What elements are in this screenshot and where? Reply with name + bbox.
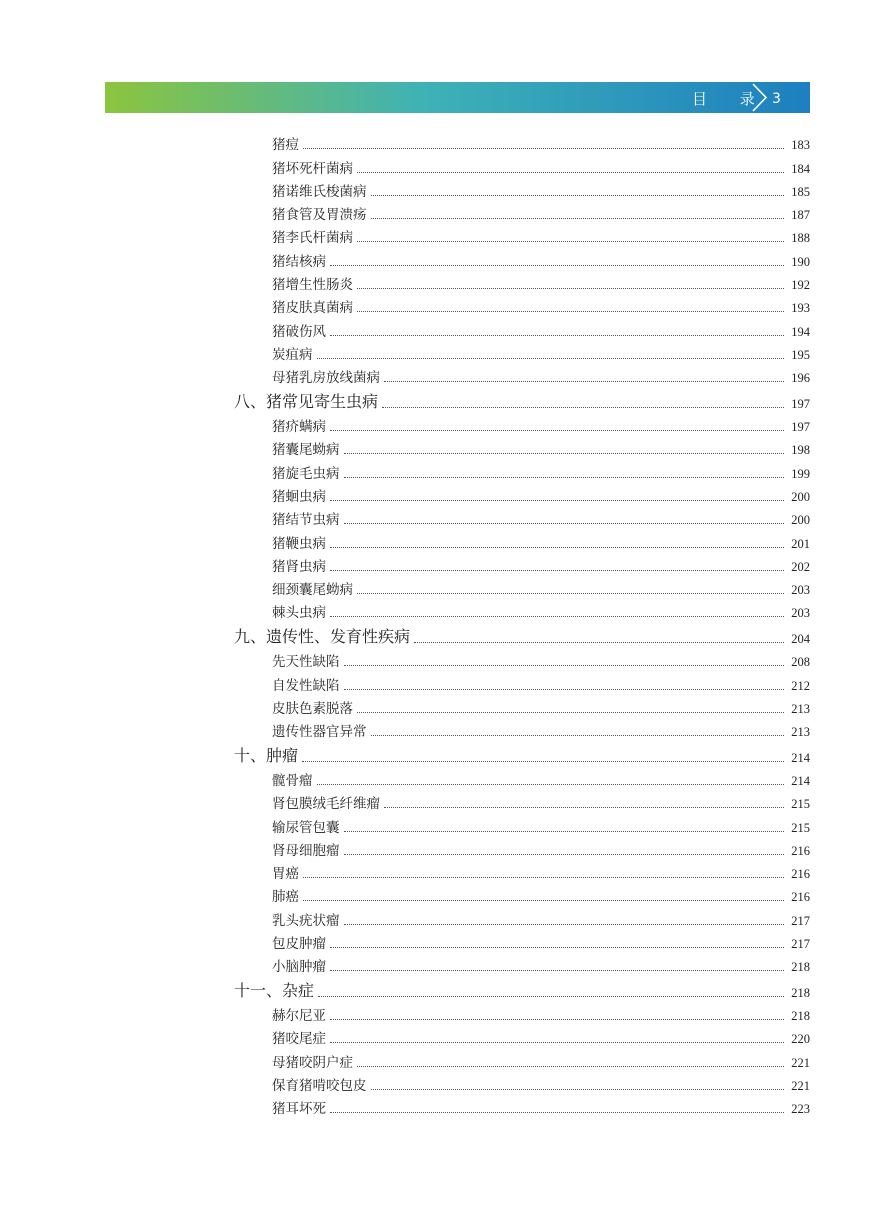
dot-leader xyxy=(357,172,784,173)
dot-leader xyxy=(384,381,784,382)
header-title: 目 录 xyxy=(692,90,769,108)
toc-page-number: 220 xyxy=(791,1032,810,1047)
header-page-number: 3 xyxy=(772,91,781,107)
toc-title: 猪咬尾症 xyxy=(272,1031,326,1048)
toc-entry[interactable] xyxy=(272,505,810,528)
toc-page-number: 208 xyxy=(791,655,810,670)
toc-title: 皮肤色素脱落 xyxy=(272,700,353,717)
dot-leader xyxy=(303,877,784,878)
toc-entry[interactable] xyxy=(272,836,810,859)
toc-page-number: 194 xyxy=(791,324,810,339)
toc-entry[interactable] xyxy=(272,247,810,270)
dot-leader xyxy=(330,335,784,336)
toc-title: 猪结核病 xyxy=(272,253,326,270)
dot-leader xyxy=(344,924,785,925)
toc-page-number: 201 xyxy=(791,536,810,551)
toc-page-number: 190 xyxy=(791,254,810,269)
dot-leader xyxy=(318,996,784,997)
toc-page-number: 212 xyxy=(791,678,810,693)
toc-entry[interactable] xyxy=(272,435,810,458)
toc-entry[interactable] xyxy=(272,340,810,363)
toc-page-number: 200 xyxy=(791,489,810,504)
dot-leader xyxy=(382,407,784,408)
toc-title: 胃癌 xyxy=(272,866,299,883)
toc-entry[interactable] xyxy=(272,458,810,481)
toc-entry[interactable] xyxy=(272,223,810,246)
toc-page-number: 216 xyxy=(791,867,810,882)
toc-entry[interactable] xyxy=(272,552,810,575)
toc-page-number: 200 xyxy=(791,513,810,528)
dot-leader xyxy=(357,1066,784,1067)
toc-title: 猪疥螨病 xyxy=(272,419,326,436)
toc-page-number: 198 xyxy=(791,443,810,458)
toc-title: 猪破伤风 xyxy=(272,323,326,340)
toc-title: 肾母细胞瘤 xyxy=(272,842,340,859)
dot-leader xyxy=(344,477,785,478)
dot-leader xyxy=(330,500,784,501)
toc-title: 猪食管及胃溃疡 xyxy=(272,207,367,224)
toc-title: 先天性缺陷 xyxy=(272,654,340,671)
toc-entry[interactable] xyxy=(272,859,810,882)
dot-leader xyxy=(371,195,785,196)
toc-page-number: 218 xyxy=(791,1009,810,1024)
toc-entry[interactable] xyxy=(272,694,810,717)
toc-title: 炭疽病 xyxy=(272,346,313,363)
toc-title: 猪耳坏死 xyxy=(272,1101,326,1118)
dot-leader xyxy=(414,642,784,643)
toc-page-number: 213 xyxy=(791,725,810,740)
toc-entry[interactable] xyxy=(272,789,810,812)
toc-title: 猪坏死杆菌病 xyxy=(272,160,353,177)
toc-page-number: 218 xyxy=(791,960,810,975)
dot-leader xyxy=(344,689,785,690)
toc-page-number: 196 xyxy=(791,371,810,386)
toc-entry[interactable] xyxy=(272,647,810,670)
toc-title: 猪李氏杆菌病 xyxy=(272,230,353,247)
toc-entry[interactable] xyxy=(272,153,810,176)
toc-title: 自发性缺陷 xyxy=(272,677,340,694)
toc-title: 乳头疣状瘤 xyxy=(272,912,340,929)
toc-page-number: 214 xyxy=(791,773,810,788)
toc-title: 包皮肿瘤 xyxy=(272,936,326,953)
dot-leader xyxy=(371,735,785,736)
toc-page-number: 217 xyxy=(791,913,810,928)
dot-leader xyxy=(330,616,784,617)
toc-title: 小脑肿瘤 xyxy=(272,959,326,976)
toc-section[interactable] xyxy=(234,623,810,647)
toc-section[interactable] xyxy=(234,742,810,766)
dot-leader xyxy=(330,947,784,948)
toc-title: 猪旋毛虫病 xyxy=(272,465,340,482)
toc-title: 猪鞭虫病 xyxy=(272,535,326,552)
dot-leader xyxy=(303,900,784,901)
toc-title: 猪囊尾蚴病 xyxy=(272,442,340,459)
toc-entry[interactable] xyxy=(272,316,810,339)
toc-page-number: 197 xyxy=(791,420,810,435)
toc-page-number: 184 xyxy=(791,161,810,176)
chevron-right-icon xyxy=(750,82,770,113)
toc-entry[interactable] xyxy=(272,575,810,598)
toc-page-number: 193 xyxy=(791,301,810,316)
dot-leader xyxy=(330,570,784,571)
toc-title: 猪增生性肠炎 xyxy=(272,277,353,294)
dot-leader xyxy=(317,358,785,359)
toc-entry[interactable] xyxy=(272,670,810,693)
dot-leader xyxy=(344,831,785,832)
dot-leader xyxy=(330,265,784,266)
dot-leader xyxy=(357,288,784,289)
toc-page-number: 221 xyxy=(791,1055,810,1070)
toc-entry[interactable] xyxy=(272,598,810,621)
toc-page-number: 213 xyxy=(791,701,810,716)
toc-title: 八、猪常见寄生虫病 xyxy=(234,391,379,411)
toc-entry[interactable] xyxy=(272,482,810,505)
toc-title: 十一、杂症 xyxy=(234,980,315,1000)
toc-entry[interactable] xyxy=(272,1094,810,1117)
toc-page-number: 185 xyxy=(791,184,810,199)
dot-leader xyxy=(357,712,784,713)
toc-title: 棘头虫病 xyxy=(272,605,326,622)
toc-page-number: 218 xyxy=(791,985,810,1000)
toc-title: 赫尔尼亚 xyxy=(272,1008,326,1025)
toc-title: 母猪乳房放线菌病 xyxy=(272,370,380,387)
dot-leader xyxy=(344,665,785,666)
dot-leader xyxy=(357,593,784,594)
toc-title: 猪结节虫病 xyxy=(272,512,340,529)
dot-leader xyxy=(330,1042,784,1043)
dot-leader xyxy=(384,807,784,808)
toc-page-number: 221 xyxy=(791,1079,810,1094)
dot-leader xyxy=(330,1112,784,1113)
toc-page-number: 203 xyxy=(791,583,810,598)
toc-entry[interactable] xyxy=(272,906,810,929)
toc-page-number: 214 xyxy=(791,750,810,765)
toc-page-number: 204 xyxy=(791,632,810,646)
toc-entry[interactable] xyxy=(272,177,810,200)
toc-title: 遗传性器官异常 xyxy=(272,724,367,741)
toc-section[interactable] xyxy=(234,388,810,412)
toc-title: 猪诺维氏梭菌病 xyxy=(272,183,367,200)
toc-page-number: 216 xyxy=(791,890,810,905)
dot-leader xyxy=(330,430,784,431)
dot-leader xyxy=(317,784,785,785)
toc-entry[interactable] xyxy=(272,363,810,386)
toc-title: 猪痘 xyxy=(272,137,299,154)
toc-title: 九、遗传性、发育性疾病 xyxy=(234,627,411,646)
toc-section[interactable] xyxy=(234,977,810,1001)
toc-title: 肾包膜绒毛纤维瘤 xyxy=(272,796,380,813)
toc-title: 细颈囊尾蚴病 xyxy=(272,582,353,599)
toc-title: 保育猪啃咬包皮 xyxy=(272,1078,367,1095)
toc-title: 输尿管包囊 xyxy=(272,819,340,836)
dot-leader xyxy=(371,1089,785,1090)
dot-leader xyxy=(330,970,784,971)
toc-page-number: 183 xyxy=(791,138,810,153)
toc-page-number: 199 xyxy=(791,466,810,481)
toc-title: 肺癌 xyxy=(272,889,299,906)
toc-entry[interactable] xyxy=(272,528,810,551)
dot-leader xyxy=(302,761,784,762)
toc-page-number: 216 xyxy=(791,843,810,858)
toc-title: 母猪咬阴户症 xyxy=(272,1054,353,1071)
toc-entry[interactable] xyxy=(272,293,810,316)
dot-leader xyxy=(344,523,785,524)
toc-entry[interactable] xyxy=(272,200,810,223)
toc-entry[interactable] xyxy=(272,882,810,905)
toc-entry[interactable] xyxy=(272,130,810,153)
toc-page-number: 215 xyxy=(791,797,810,812)
toc-entry[interactable] xyxy=(272,1024,810,1047)
dot-leader xyxy=(344,854,785,855)
dot-leader xyxy=(357,311,784,312)
toc-page-number: 215 xyxy=(791,820,810,835)
toc-entry[interactable] xyxy=(272,766,810,789)
toc-title: 十、肿瘤 xyxy=(234,745,299,765)
toc-entry[interactable] xyxy=(272,412,810,435)
toc-entry[interactable] xyxy=(272,1001,810,1024)
toc-page-number: 217 xyxy=(791,937,810,952)
toc-page-number: 202 xyxy=(791,559,810,574)
toc-page-number: 195 xyxy=(791,347,810,362)
toc-entry[interactable] xyxy=(272,717,810,740)
toc-entry[interactable] xyxy=(272,270,810,293)
toc-entry[interactable] xyxy=(272,1071,810,1094)
toc-title: 猪皮肤真菌病 xyxy=(272,300,353,317)
dot-leader xyxy=(371,218,785,219)
dot-leader xyxy=(330,547,784,548)
dot-leader xyxy=(344,453,785,454)
toc-entry[interactable] xyxy=(272,952,810,975)
dot-leader xyxy=(357,241,784,242)
toc-page-number: 203 xyxy=(791,606,810,621)
dot-leader xyxy=(303,148,784,149)
toc-entry[interactable] xyxy=(272,1048,810,1071)
toc-title: 猪蛔虫病 xyxy=(272,488,326,505)
toc-title: 猪肾虫病 xyxy=(272,558,326,575)
toc-page-number: 197 xyxy=(791,396,810,411)
toc-page-number: 187 xyxy=(791,208,810,223)
toc-title: 髋骨瘤 xyxy=(272,772,313,789)
toc-entry[interactable] xyxy=(272,812,810,835)
toc-page-number: 188 xyxy=(791,231,810,246)
toc-page-number: 223 xyxy=(791,1102,810,1117)
toc-page-number: 192 xyxy=(791,278,810,293)
dot-leader xyxy=(330,1019,784,1020)
toc-entry[interactable] xyxy=(272,929,810,952)
